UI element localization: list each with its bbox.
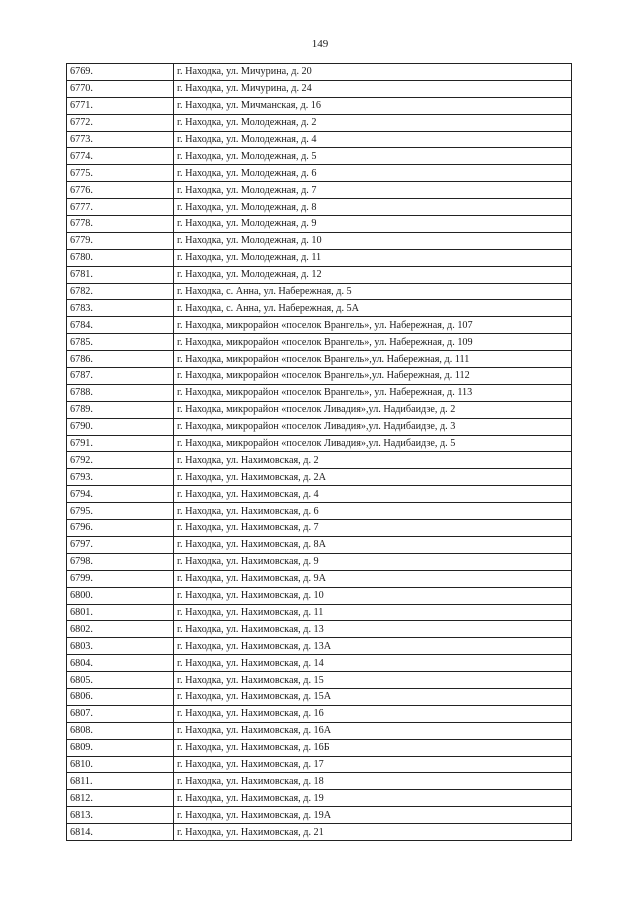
table-row bbox=[67, 418, 572, 435]
table-row bbox=[67, 435, 572, 452]
row-address: г. Находка, ул. Молодежная, д. 2 bbox=[174, 114, 572, 131]
row-address: г. Находка, ул. Молодежная, д. 7 bbox=[174, 182, 572, 199]
row-address: г. Находка, ул. Нахимовская, д. 19А bbox=[174, 807, 572, 824]
row-address: г. Находка, ул. Нахимовская, д. 10 bbox=[174, 587, 572, 604]
row-number: 6780. bbox=[67, 249, 174, 266]
table-row bbox=[67, 216, 572, 233]
row-number: 6774. bbox=[67, 148, 174, 165]
table-row bbox=[67, 64, 572, 81]
row-address: г. Находка, ул. Мичманская, д. 16 bbox=[174, 97, 572, 114]
table-row bbox=[67, 334, 572, 351]
row-number: 6771. bbox=[67, 97, 174, 114]
table-body bbox=[67, 64, 572, 841]
row-address: г. Находка, ул. Нахимовская, д. 6 bbox=[174, 503, 572, 520]
row-address: г. Находка, микрорайон «поселок Врангель»,ул. Набережная, д. 112 bbox=[174, 368, 572, 385]
table-row bbox=[67, 807, 572, 824]
table-row bbox=[67, 503, 572, 520]
row-address: г. Находка, ул. Нахимовская, д. 2 bbox=[174, 452, 572, 469]
table-row bbox=[67, 317, 572, 334]
row-address: г. Находка, с. Анна, ул. Набережная, д. 5 bbox=[174, 283, 572, 300]
row-number: 6797. bbox=[67, 536, 174, 553]
row-address: г. Находка, ул. Молодежная, д. 6 bbox=[174, 165, 572, 182]
row-number: 6794. bbox=[67, 486, 174, 503]
row-number: 6772. bbox=[67, 114, 174, 131]
row-number: 6799. bbox=[67, 570, 174, 587]
row-number: 6791. bbox=[67, 435, 174, 452]
row-address: г. Находка, ул. Нахимовская, д. 15 bbox=[174, 672, 572, 689]
row-number: 6800. bbox=[67, 587, 174, 604]
row-address: г. Находка, ул. Нахимовская, д. 14 bbox=[174, 655, 572, 672]
row-number: 6803. bbox=[67, 638, 174, 655]
row-address: г. Находка, ул. Нахимовская, д. 19 bbox=[174, 790, 572, 807]
row-number: 6812. bbox=[67, 790, 174, 807]
table-row bbox=[67, 469, 572, 486]
row-address: г. Находка, ул. Нахимовская, д. 16А bbox=[174, 722, 572, 739]
row-number: 6775. bbox=[67, 165, 174, 182]
row-address: г. Находка, ул. Нахимовская, д. 11 bbox=[174, 604, 572, 621]
row-address: г. Находка, ул. Нахимовская, д. 4 bbox=[174, 486, 572, 503]
table-row bbox=[67, 131, 572, 148]
row-address: г. Находка, ул. Нахимовская, д. 9 bbox=[174, 553, 572, 570]
row-address: г. Находка, микрорайон «поселок Врангель», ул. Набережная, д. 113 bbox=[174, 384, 572, 401]
table-row bbox=[67, 824, 572, 841]
row-number: 6782. bbox=[67, 283, 174, 300]
row-number: 6781. bbox=[67, 266, 174, 283]
table-row bbox=[67, 486, 572, 503]
table-row bbox=[67, 249, 572, 266]
row-address: г. Находка, ул. Нахимовская, д. 15А bbox=[174, 688, 572, 705]
row-address: г. Находка, ул. Нахимовская, д. 16Б bbox=[174, 739, 572, 756]
table-row bbox=[67, 182, 572, 199]
row-address: г. Находка, с. Анна, ул. Набережная, д. 5А bbox=[174, 300, 572, 317]
row-address: г. Находка, ул. Нахимовская, д. 18 bbox=[174, 773, 572, 790]
table-row bbox=[67, 384, 572, 401]
table-row bbox=[67, 655, 572, 672]
row-address: г. Находка, ул. Нахимовская, д. 13А bbox=[174, 638, 572, 655]
table-row bbox=[67, 604, 572, 621]
row-address: г. Находка, ул. Нахимовская, д. 17 bbox=[174, 756, 572, 773]
row-address: г. Находка, ул. Нахимовская, д. 7 bbox=[174, 520, 572, 537]
row-number: 6804. bbox=[67, 655, 174, 672]
row-number: 6770. bbox=[67, 80, 174, 97]
table-row bbox=[67, 148, 572, 165]
table-row bbox=[67, 520, 572, 537]
row-number: 6773. bbox=[67, 131, 174, 148]
table-row bbox=[67, 722, 572, 739]
row-number: 6801. bbox=[67, 604, 174, 621]
table-row bbox=[67, 114, 572, 131]
row-address: г. Находка, ул. Молодежная, д. 5 bbox=[174, 148, 572, 165]
row-address: г. Находка, ул. Нахимовская, д. 21 bbox=[174, 824, 572, 841]
table-row bbox=[67, 401, 572, 418]
page-number: 149 bbox=[311, 38, 329, 50]
row-number: 6779. bbox=[67, 232, 174, 249]
row-address: г. Находка, ул. Нахимовская, д. 8А bbox=[174, 536, 572, 553]
row-address: г. Находка, ул. Молодежная, д. 12 bbox=[174, 266, 572, 283]
table-row bbox=[67, 536, 572, 553]
table-row bbox=[67, 739, 572, 756]
row-number: 6810. bbox=[67, 756, 174, 773]
row-number: 6785. bbox=[67, 334, 174, 351]
row-address: г. Находка, ул. Молодежная, д. 4 bbox=[174, 131, 572, 148]
row-number: 6805. bbox=[67, 672, 174, 689]
row-address: г. Находка, микрорайон «поселок Врангель», ул. Набережная, д. 109 bbox=[174, 334, 572, 351]
table-row bbox=[67, 232, 572, 249]
row-address: г. Находка, ул. Молодежная, д. 9 bbox=[174, 216, 572, 233]
table-row bbox=[67, 300, 572, 317]
row-address: г. Находка, ул. Нахимовская, д. 9А bbox=[174, 570, 572, 587]
row-number: 6784. bbox=[67, 317, 174, 334]
row-address: г. Находка, ул. Молодежная, д. 10 bbox=[174, 232, 572, 249]
row-number: 6798. bbox=[67, 553, 174, 570]
row-address: г. Находка, микрорайон «поселок Ливадия»,ул. Надибаидзе, д. 5 bbox=[174, 435, 572, 452]
table-row bbox=[67, 570, 572, 587]
table-row bbox=[67, 351, 572, 368]
row-address: г. Находка, ул. Мичурина, д. 20 bbox=[174, 64, 572, 81]
row-number: 6789. bbox=[67, 401, 174, 418]
row-number: 6808. bbox=[67, 722, 174, 739]
row-address: г. Находка, микрорайон «поселок Врангель»,ул. Набережная, д. 111 bbox=[174, 351, 572, 368]
row-address: г. Находка, микрорайон «поселок Врангель», ул. Набережная, д. 107 bbox=[174, 317, 572, 334]
table-row bbox=[67, 638, 572, 655]
table-row bbox=[67, 672, 572, 689]
row-number: 6814. bbox=[67, 824, 174, 841]
row-number: 6783. bbox=[67, 300, 174, 317]
row-number: 6806. bbox=[67, 688, 174, 705]
row-address: г. Находка, ул. Нахимовская, д. 13 bbox=[174, 621, 572, 638]
table-row bbox=[67, 621, 572, 638]
row-address: г. Находка, микрорайон «поселок Ливадия»,ул. Надибаидзе, д. 3 bbox=[174, 418, 572, 435]
row-number: 6788. bbox=[67, 384, 174, 401]
table-row bbox=[67, 368, 572, 385]
row-number: 6778. bbox=[67, 216, 174, 233]
row-address: г. Находка, ул. Молодежная, д. 8 bbox=[174, 199, 572, 216]
table-row bbox=[67, 283, 572, 300]
row-number: 6807. bbox=[67, 705, 174, 722]
row-address: г. Находка, микрорайон «поселок Ливадия»,ул. Надибаидзе, д. 2 bbox=[174, 401, 572, 418]
table-row bbox=[67, 199, 572, 216]
table-row bbox=[67, 266, 572, 283]
table-row bbox=[67, 165, 572, 182]
table-row bbox=[67, 688, 572, 705]
table-row bbox=[67, 790, 572, 807]
row-number: 6790. bbox=[67, 418, 174, 435]
row-number: 6792. bbox=[67, 452, 174, 469]
table-row bbox=[67, 452, 572, 469]
table-row bbox=[67, 773, 572, 790]
row-number: 6776. bbox=[67, 182, 174, 199]
table-row bbox=[67, 553, 572, 570]
row-address: г. Находка, ул. Нахимовская, д. 16 bbox=[174, 705, 572, 722]
table-row bbox=[67, 705, 572, 722]
row-number: 6769. bbox=[67, 64, 174, 81]
row-number: 6777. bbox=[67, 199, 174, 216]
row-number: 6793. bbox=[67, 469, 174, 486]
table-row bbox=[67, 587, 572, 604]
row-number: 6786. bbox=[67, 351, 174, 368]
row-number: 6802. bbox=[67, 621, 174, 638]
row-address: г. Находка, ул. Мичурина, д. 24 bbox=[174, 80, 572, 97]
row-number: 6811. bbox=[67, 773, 174, 790]
table-row bbox=[67, 756, 572, 773]
row-number: 6813. bbox=[67, 807, 174, 824]
row-number: 6809. bbox=[67, 739, 174, 756]
row-number: 6795. bbox=[67, 503, 174, 520]
table-row bbox=[67, 80, 572, 97]
table-row bbox=[67, 97, 572, 114]
row-number: 6796. bbox=[67, 520, 174, 537]
row-number: 6787. bbox=[67, 368, 174, 385]
row-address: г. Находка, ул. Нахимовская, д. 2А bbox=[174, 469, 572, 486]
row-address: г. Находка, ул. Молодежная, д. 11 bbox=[174, 249, 572, 266]
address-table bbox=[66, 63, 572, 841]
